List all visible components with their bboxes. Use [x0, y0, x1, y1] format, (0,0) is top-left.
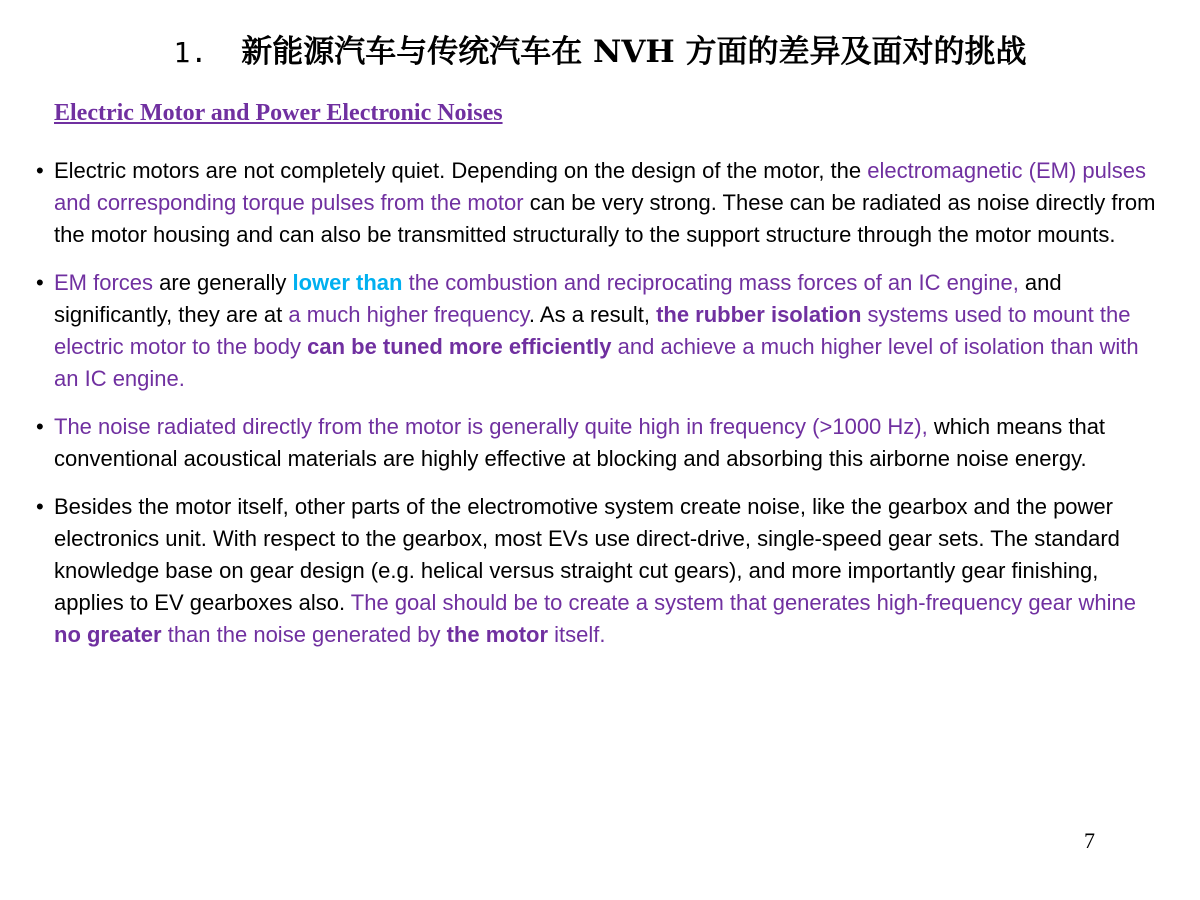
bullet-text: . As a result, — [528, 302, 657, 327]
bullet-text-highlight-bold: can be tuned more efficiently — [307, 334, 612, 359]
title-number: 1. — [173, 36, 208, 69]
bullet-text-highlight-bold: no greater — [54, 622, 162, 647]
bullet-text: which means that conventional acoustical materials are highly effective at blocking and absorbing this airborne noise energy. — [54, 414, 1106, 471]
bullet-text: Electric motors are not completely quiet. Depending on the design of the motor, the — [54, 158, 868, 183]
bullet-dot-icon: • — [36, 494, 44, 519]
bullet-text-highlight-bold: the motor — [446, 622, 549, 647]
bullet-item — [36, 411, 1156, 475]
bullet-text: can be very strong. These can be radiated as noise directly from the motor housing and can also be transmitted structurally to the support structure through the motor mounts. — [54, 190, 1156, 247]
bullet-dot-icon: • — [36, 158, 44, 183]
bullet-dot-icon: • — [36, 270, 44, 295]
page-number: 7 — [1084, 828, 1095, 853]
bullet-text-emphasis: lower than — [292, 270, 403, 295]
bullet-text: are generally — [153, 270, 293, 295]
bullet-item — [36, 155, 1156, 251]
bullet-item — [36, 267, 1156, 395]
bullet-text-highlight: The noise radiated directly from the motor is generally quite high in frequency (>1000 Hz), — [54, 414, 928, 439]
slide-title — [0, 26, 1200, 71]
bullet-text: Besides the motor itself, other parts of the electromotive system create noise, like the gearbox and the power electronics unit. With respect to the gearbox, most EVs use direct-drive, single-speed gear sets. The standard knowledge base on gear design (e.g. helical versus straight cut gears), and more importantly gear finishing, applies to EV gearboxes also. — [54, 494, 1120, 615]
bullet-text-highlight: electromagnetic (EM) pulses and corresponding torque pulses from the motor — [54, 158, 1147, 215]
bullet-text-highlight: and achieve a much higher level of isolation than with an IC engine. — [54, 334, 1139, 391]
bullet-dot-icon: • — [36, 414, 44, 439]
bullet-text-highlight: systems used to mount the electric motor to the body — [54, 302, 1131, 359]
bullet-list — [36, 155, 1156, 667]
bullet-text: and significantly, they are at — [54, 270, 1062, 327]
bullet-text-highlight: than the noise generated by — [161, 622, 447, 647]
title-text: 新能源汽车与传统汽车在 NVH 方面的差异及面对的挑战 — [241, 34, 1027, 70]
bullet-text-highlight: the combustion and reciprocating mass forces of an IC engine, — [402, 270, 1019, 295]
bullet-item — [36, 491, 1156, 651]
bullet-text-highlight: The goal should be to create a system that generates high-frequency gear whine — [350, 590, 1136, 615]
bullet-text-highlight: itself. — [548, 622, 606, 647]
bullet-text-highlight: a much higher frequency — [288, 302, 529, 327]
section-subtitle: Electric Motor and Power Electronic Noises — [54, 100, 503, 126]
bullet-text-highlight-bold: the rubber isolation — [656, 302, 862, 327]
bullet-text-highlight: EM forces — [54, 270, 154, 295]
